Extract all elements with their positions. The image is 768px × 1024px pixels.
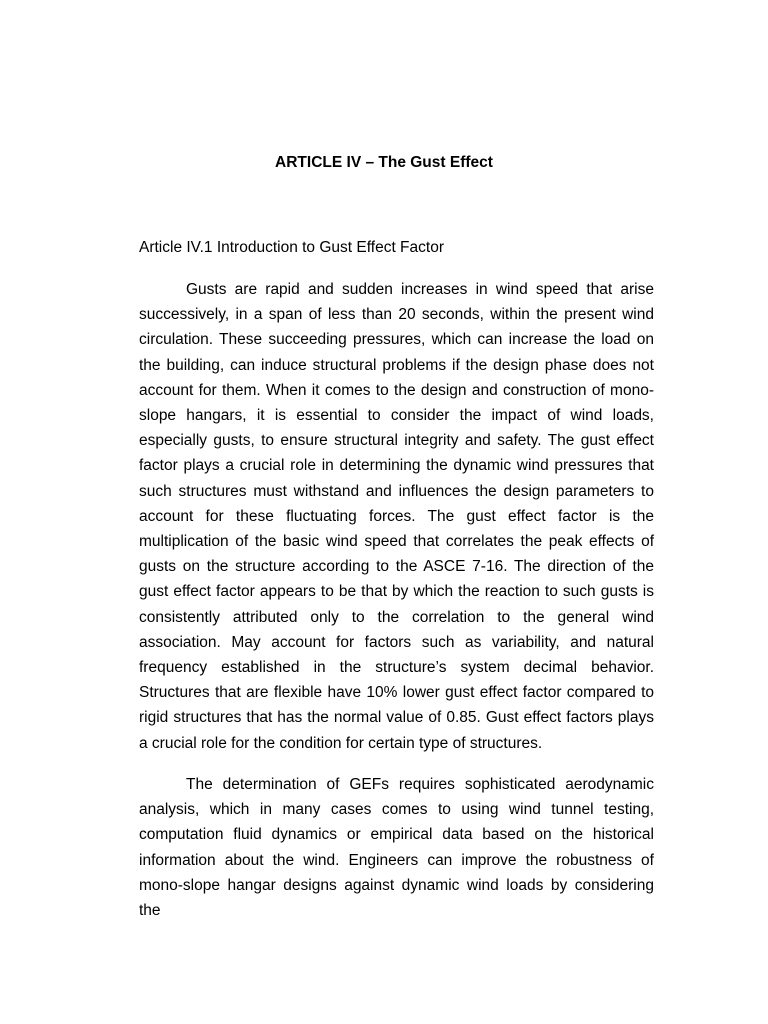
section-heading: Article IV.1 Introduction to Gust Effect Factor (139, 239, 444, 256)
body-paragraph: Gusts are rapid and sudden increases in wind speed that arise successively, in a span of less than 20 seconds, within the present wind circulation. These succeeding pressures, which can increase the load on the building, can induce structural problems if the design phase does not account for them. When it comes to the design and construction of mono-slope hangars, it is essential to consider the impact of wind loads, especially gusts, to ensure structural integrity and safety. The gust effect factor plays a crucial role in determining the dynamic wind pressures that such structures must withstand and influences the design parameters to account for these fluctuating forces. The gust effect factor is the multiplication of the basic wind speed that correlates the peak effects of gusts on the structure according to the ASCE 7-16. The direction of the gust effect factor appears to be that by which the reaction to such gusts is consistently attributed only to the correlation to the general wind association. May account for factors such as variability, and natural frequency established in the structure’s system decimal behavior. Structures that are flexible have 10% lower gust effect factor compared to rigid structures that has the normal value of 0.85. Gust effect factors plays a crucial role for the condition for certain type of structures. (139, 281, 654, 752)
article-title: ARTICLE IV – The Gust Effect (275, 154, 493, 171)
body-paragraph: The determination of GEFs requires sophisticated aerodynamic analysis, which in many cases comes to using wind tunnel testing, computation fluid dynamics or empirical data based on the historical information about the wind. Engineers can improve the robustness of mono-slope hangar designs against dynamic wind loads by considering the (139, 776, 654, 920)
